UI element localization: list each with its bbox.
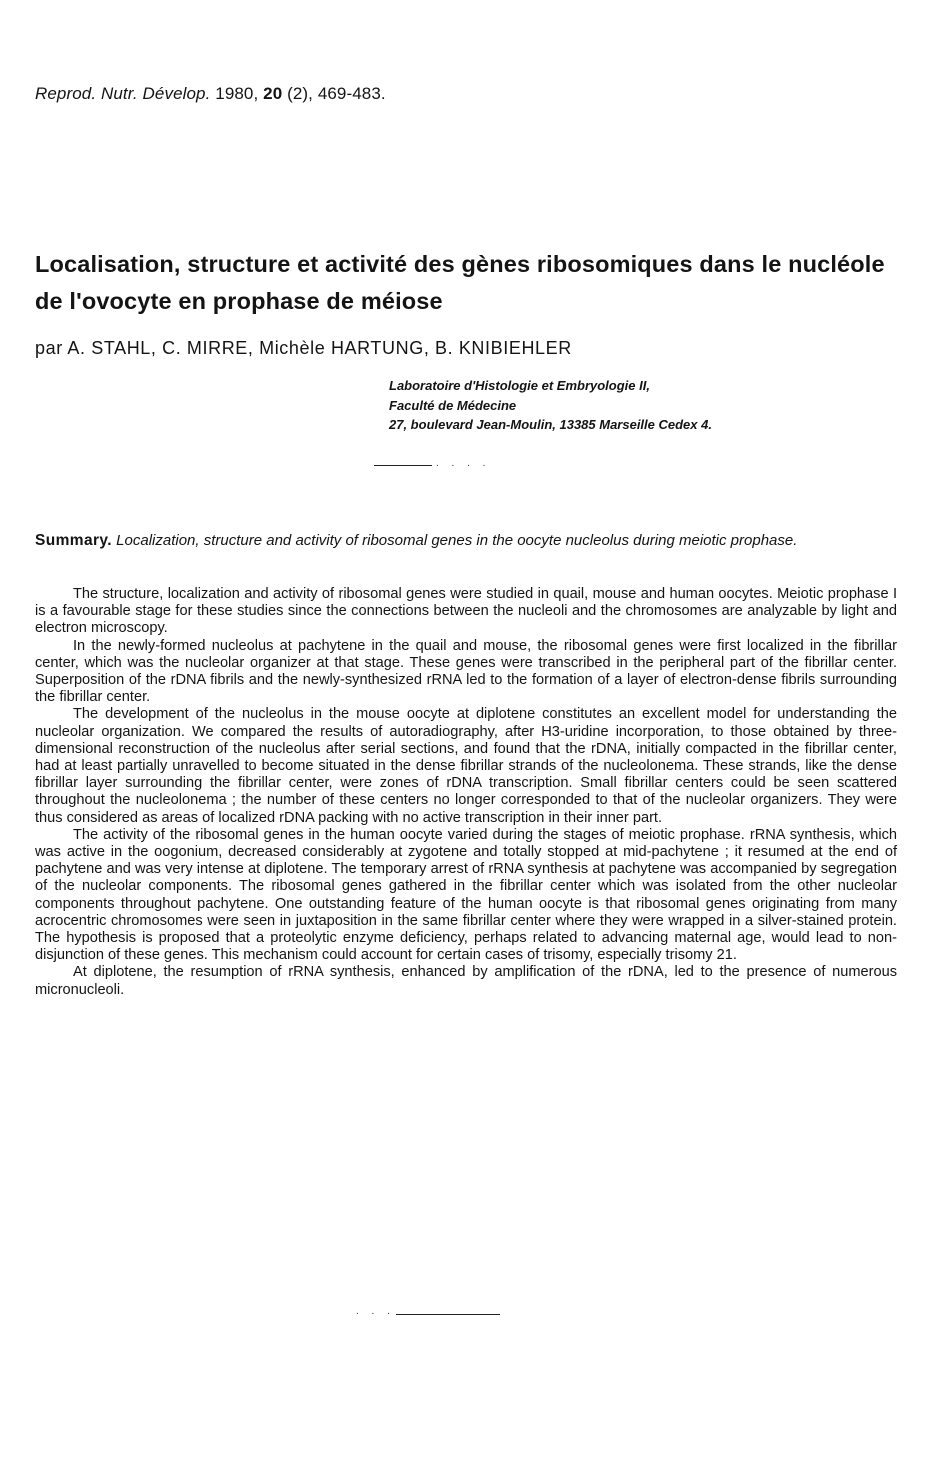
journal-name: Reprod. Nutr. Dévelop. xyxy=(35,84,211,103)
journal-citation xyxy=(35,84,386,104)
separator-rule xyxy=(396,1314,500,1315)
affiliation-line: Laboratoire d'Histologie et Embryologie II, xyxy=(389,378,650,393)
summary-paragraph: The activity of the ribosomal genes in the human oocyte varied during the stages of meiotic prophase. rRNA synthesis, which was active in the oogonium, decreased considerably at zygotene and totally stopped at mid-pachytene ; it resumed at the end of pachytene and was very intense at diplotene. The temporary arrest of rRNA synthesis at pachytene was accompanied by segregation of the nucleolar components. The ribosomal genes gathered in the fibrillar center which was isolated from the other nucleolar components throughout pachytene. One outstanding feature of the human oocyte is that ribosomal genes originating from many acrocentric chromosomes were seen in juxtaposition in the same fibrillar center where they were wrapped in a silver-stained protein. The hypothesis is proposed that a proteolytic enzyme deficiency, perhaps related to advancing maternal age, would lead to non-disjunction of these genes. This mechanism could account for certain cases of trisomy, especially trisomy 21. xyxy=(35,826,897,964)
journal-volume: 20 xyxy=(263,84,283,103)
journal-issue: (2), xyxy=(287,84,313,103)
journal-year: 1980, xyxy=(215,84,259,103)
summary-heading xyxy=(35,532,897,549)
summary-body xyxy=(35,586,897,999)
journal-pages: 469-483. xyxy=(317,84,386,103)
article-title: Localisation, structure et activité des gènes ribosomiques dans le nucléole de l'ovocyte en prophase de méiose xyxy=(35,251,885,314)
summary-paragraph: The structure, localization and activity of ribosomal genes were studied in quail, mouse and human oocytes. Meiotic prophase I is a favourable stage for these studies since the connections between the nucleoli and the chromosomes are analyzable by light and electron microscopy. xyxy=(35,586,897,637)
summary-label: Summary. xyxy=(35,532,112,549)
affiliation xyxy=(389,376,712,435)
summary-paragraph: At diplotene, the resumption of rRNA synthesis, enhanced by amplification of the rDNA, led to the presence of numerous micronucleoli. xyxy=(35,964,897,998)
summary-paragraph: In the newly-formed nucleolus at pachytene in the quail and mouse, the ribosomal genes were first localized in the fibrillar center, which was the nucleolar organizer at that stage. These genes were transcribed in the peripheral part of the fibrillar center. Superposition of the rDNA fibrils and the newly-synthesized rRNA led to the formation of a layer of electron-dense fibrils surrounding the fibrillar center. xyxy=(35,637,897,706)
affiliation-line: Faculté de Médecine xyxy=(389,397,517,413)
affiliation-line: 27, boulevard Jean-Moulin, 13385 Marseille Cedex 4. xyxy=(389,417,712,432)
author-list: par A. STAHL, C. MIRRE, Michèle HARTUNG, B. KNIBIEHLER xyxy=(35,338,572,358)
summary-paragraph: The development of the nucleolus in the mouse oocyte at diplotene constitutes an excellent model for understanding the nucleolar organization. We compared the results of autoradiography, after H3-uridine incorporation, to those obtained by three-dimensional reconstruction of the nucleolus after serial sections, and found that the rDNA, initially compacted in the fibrillar center, had at least partially unravelled to become situated in the dense fibrillar strands of the nucleolonema. These strands, like the dense fibrillar layer surrounding the fibrillar center, were zones of rDNA transcription. Small fibrillar centers could be seen scattered throughout the nucleolonema ; the number of these centers no longer corresponded to that of the nucleolar organizers. They were thus considered as areas of localized rDNA packing with no active transcription in their inner part. xyxy=(35,706,897,826)
summary-subtitle: Localization, structure and activity of ribosomal genes in the oocyte nucleolus during meiotic prophase. xyxy=(116,532,798,549)
separator-dots: . . . xyxy=(356,1306,395,1317)
separator-dots: . . . . xyxy=(436,458,491,469)
separator-rule xyxy=(374,465,432,466)
